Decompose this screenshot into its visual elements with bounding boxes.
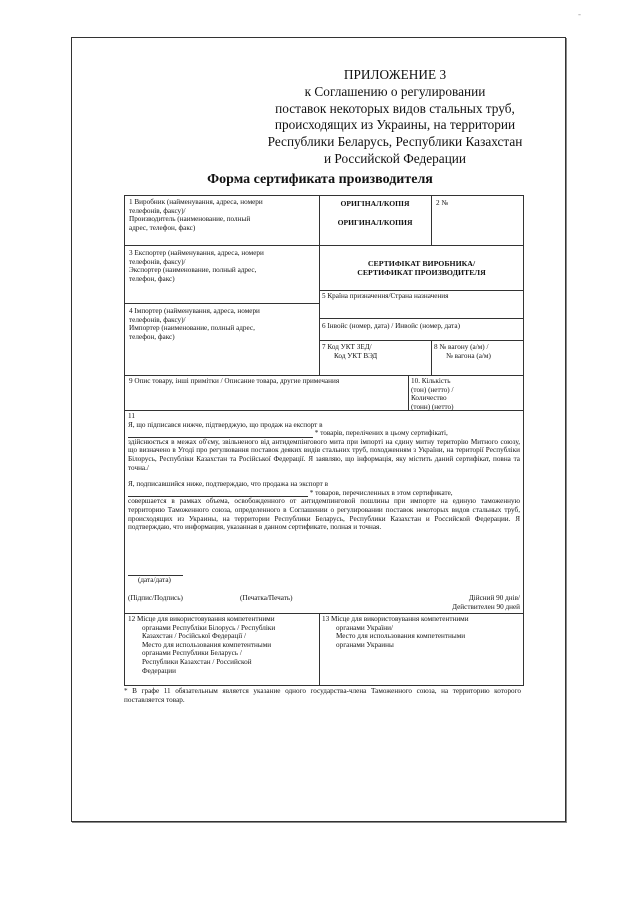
grid-line bbox=[319, 340, 524, 341]
grid-line bbox=[124, 195, 125, 685]
grid-line bbox=[408, 375, 409, 410]
cell-10-quantity bbox=[411, 377, 521, 411]
cell-13-ukraine-authorities bbox=[322, 615, 522, 649]
date-line bbox=[128, 568, 183, 576]
country-blank-line bbox=[128, 489, 308, 497]
grid-line bbox=[319, 613, 320, 685]
date-label: (дата/дата) bbox=[138, 576, 171, 584]
appendix-line: к Соглашению о регулировании bbox=[304, 83, 486, 99]
appendix-line: происходящих из Украины, на территории bbox=[274, 117, 516, 133]
grid-line bbox=[523, 195, 524, 685]
declaration-blank-row bbox=[128, 489, 520, 498]
declaration-text-ua: * товарів, перелічених в цьому сертифікаті, bbox=[314, 429, 448, 438]
cell-8-wagon bbox=[434, 343, 522, 360]
appendix-line: Республики Беларусь, Республики Казахстан bbox=[267, 134, 523, 150]
date-blank-line bbox=[128, 567, 188, 576]
grid-line bbox=[319, 318, 524, 319]
cell-text: телефон, факс) bbox=[129, 274, 175, 283]
cell-text: СЕРТИФИКАТ ПРОИЗВОДИТЕЛЯ bbox=[357, 268, 486, 278]
cell-7-code bbox=[322, 343, 430, 360]
cell-text: органами України/ bbox=[336, 623, 393, 632]
cell-text: органами Республіки Білорусь / Республіки bbox=[142, 623, 276, 632]
declaration-text-ru: Я, подписавшийся ниже, подтверждаю, что продажа на экспорт в bbox=[128, 480, 329, 489]
cell-5-destination: 5 Країна призначення/Страна назначения bbox=[322, 292, 449, 300]
declaration-text-ua: Я, що підписався нижче, підтверджую, що продаж на експорт в bbox=[128, 420, 323, 429]
certificate-form bbox=[124, 195, 524, 685]
cell-text: Казахстан / Російської Федерації / bbox=[142, 632, 246, 641]
validity-label bbox=[414, 594, 520, 611]
appendix-title: ПРИЛОЖЕНИЕ 3 bbox=[343, 67, 447, 82]
cell-text: органами Республики Беларусь / bbox=[142, 649, 242, 658]
cell-text: СЕРТИФІКАТ ВИРОБНИКА/ bbox=[367, 259, 476, 268]
cell-2-number: 2 № bbox=[436, 199, 449, 207]
cell-text: Количество bbox=[411, 394, 447, 403]
cell-text: 12 Місце для використовування компетентними bbox=[128, 615, 275, 623]
country-blank-line bbox=[128, 430, 313, 438]
grid-line bbox=[124, 195, 524, 196]
cell-text: телефонів, факсу)/ bbox=[129, 206, 186, 215]
declaration-text-ru: совершается в рамках объема, освобожденного от антидемпинговой пошлины при импорте на единую таможенную территорию Таможенного союза, определенного в Соглашении о регулировании поставок некоторых видов стальных труб, происходящих из Украины, на территории Республики Беларусь, Республики Казахстан и Российской Федерации. Я подтверждаю, что информация, указанная в данном сертификате, полная и точная. bbox=[128, 497, 520, 532]
cell-text: ОРИГІНАЛ/КОПІЯ bbox=[340, 199, 410, 208]
cell-text: 8 № вагону (а/м) / bbox=[434, 343, 489, 351]
cell-text: адрес, телефон, факс) bbox=[129, 223, 196, 232]
stamp-label: (Печатка/Печать) bbox=[240, 594, 293, 602]
cell-number: 11 bbox=[128, 412, 135, 420]
cell-text: (тон) (нетто) / bbox=[411, 385, 454, 394]
cell-text: Место для использования компетентными bbox=[142, 640, 272, 649]
cell-text: телефон, факс) bbox=[129, 332, 175, 341]
cell-text: 10. Кількість bbox=[411, 377, 451, 385]
grid-line bbox=[124, 613, 524, 614]
cell-text: Производитель (наименование, полный bbox=[129, 215, 251, 224]
grid-line bbox=[124, 303, 319, 304]
cell-3-exporter bbox=[129, 249, 317, 283]
cell-text: (тонн) (нетто) bbox=[411, 402, 454, 411]
original-copy-label bbox=[320, 199, 430, 227]
grid-line bbox=[431, 195, 432, 245]
cell-text: № вагона (а/м) bbox=[446, 351, 491, 360]
cell-text: ОРИГИНАЛ/КОПИЯ bbox=[337, 218, 413, 227]
appendix-header bbox=[250, 67, 540, 168]
cell-text: 1 Виробник (найменування, адреса, номери bbox=[129, 198, 263, 206]
cell-text: Республики Казахстан / Российской bbox=[142, 657, 252, 666]
form-title: Форма сертификата производителя bbox=[207, 172, 433, 187]
cell-text: 4 Імпортер (найменування, адреса, номери bbox=[129, 307, 260, 315]
grid-line bbox=[319, 290, 524, 291]
cell-text: 13 Місце для використовування компетентними bbox=[322, 615, 469, 623]
cell-text: телефонів, факсу)/ bbox=[129, 315, 186, 324]
grid-line bbox=[124, 685, 524, 686]
cell-text: 7 Код УКТ ЗЕД/ bbox=[322, 343, 372, 351]
cell-text: Экспортер (наименование, полный адрес, bbox=[129, 266, 257, 275]
grid-line bbox=[124, 245, 524, 246]
signature-label: (Підпис/Подпись) bbox=[128, 594, 183, 602]
declaration-text-ua: здійснюється в межах об'єму, звільненого від антидемпінгового мита при імпорті на єдину митну територію Митного союзу, що визначено в Угоді про регулювання поставок деяких видів стальних труб, походженням з України, на території Республіки Білорусь, Республіки Казахстан та Російської Федерації. Я заявляю, що інформація, яку містить даний сертифікат, повна та точна./ bbox=[128, 437, 520, 472]
cell-1-producer bbox=[129, 198, 317, 232]
cell-text: Место для использования компетентными bbox=[336, 632, 466, 641]
footnote: * В графе 11 обязательным является указание одного государства-члена Таможенного союза, на территорию которого поставляется товар. bbox=[124, 687, 521, 704]
cell-9-description: 9 Опис товару, інші примітки / Описание товара, другие примечания bbox=[129, 377, 340, 385]
cell-text: телефонів, факсу)/ bbox=[129, 257, 186, 266]
corner-mark: - bbox=[578, 9, 581, 19]
cell-6-invoice: 6 Інвойс (номер, дата) / Инвойс (номер, дата) bbox=[322, 322, 460, 330]
grid-line bbox=[124, 375, 524, 376]
certificate-title bbox=[320, 259, 523, 278]
appendix-line: поставок некоторых видов стальных труб, bbox=[275, 100, 515, 116]
cell-text: Федерации bbox=[142, 666, 176, 675]
grid-line bbox=[431, 340, 432, 375]
cell-text: Действителен 90 дней bbox=[452, 602, 520, 611]
cell-text: Импортер (наименование, полный адрес, bbox=[129, 324, 255, 333]
appendix-line: и Российской Федерации bbox=[323, 150, 467, 166]
cell-text: Дійсний 90 днів/ bbox=[468, 594, 520, 602]
cell-text: 3 Експортер (найменування, адреса, номери bbox=[129, 249, 264, 257]
declaration-text-ru: * товаров, перечисленных в этом сертификате, bbox=[309, 488, 453, 497]
declaration-blank-row bbox=[128, 429, 520, 438]
cell-text: Код УКТ ВЭД bbox=[334, 351, 378, 360]
cell-4-importer bbox=[129, 307, 317, 341]
cell-12-competent-authorities bbox=[128, 615, 318, 675]
cell-text: органами Украины bbox=[336, 640, 394, 649]
